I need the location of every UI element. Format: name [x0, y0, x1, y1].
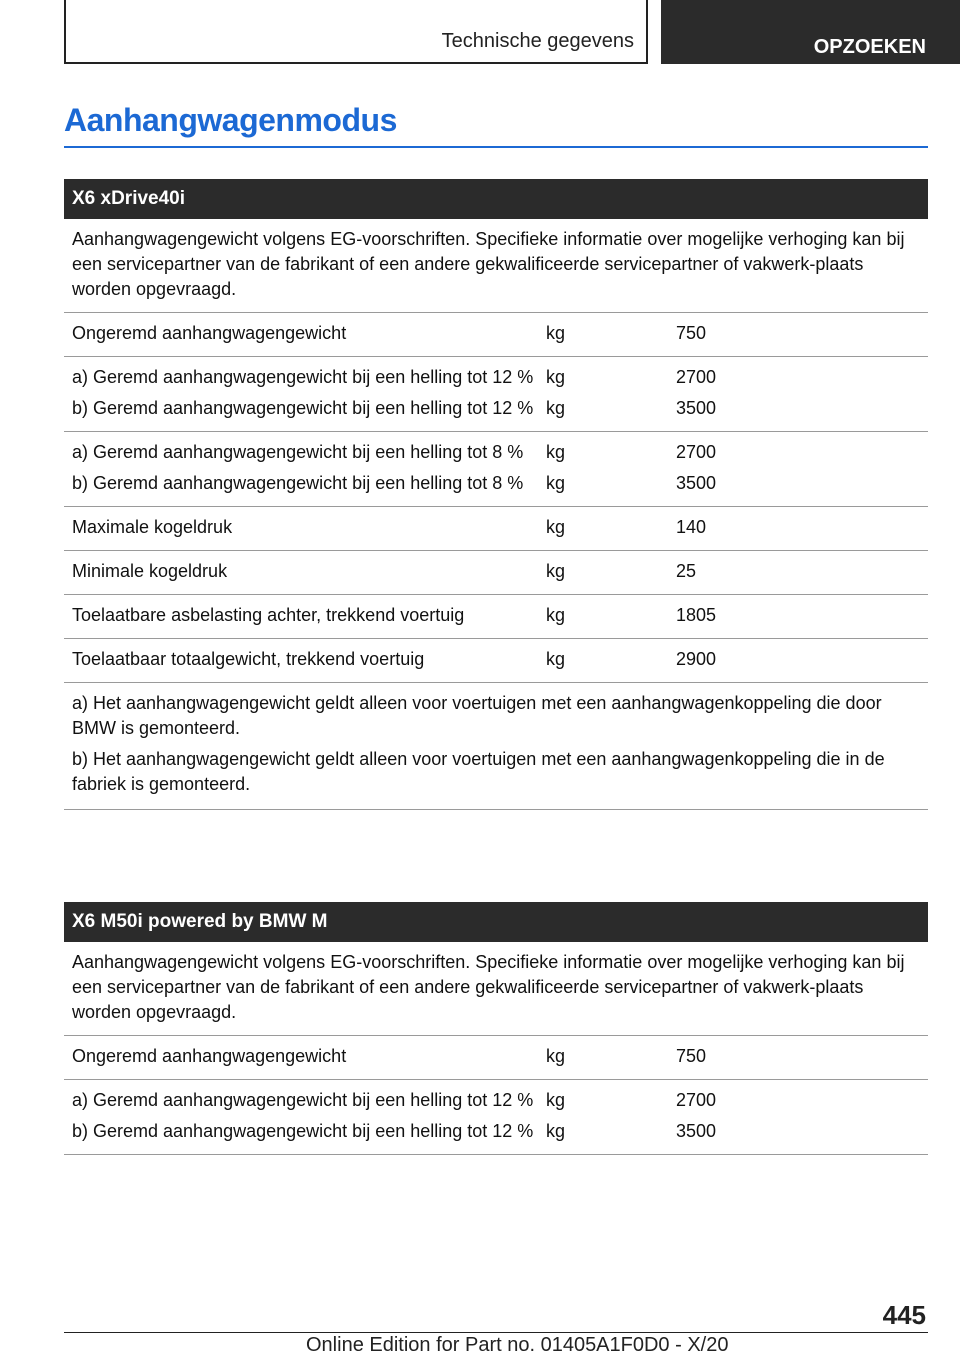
row-value	[668, 1080, 928, 1154]
table-row	[64, 1080, 928, 1155]
row-unit: kg	[546, 649, 566, 669]
section-heading: X6 xDrive40i	[64, 179, 928, 219]
row-value: 140	[676, 517, 707, 537]
row-label-b: b) Geremd aanhangwagengewicht bij een helling tot 12 %	[72, 1121, 534, 1141]
row-label	[64, 1080, 538, 1154]
row-value: 750	[676, 1046, 707, 1066]
row-value-a: 2700	[676, 367, 717, 387]
section-intro: Aanhangwagengewicht volgens EG-voorschriften. Specifieke informatie over mogelijke verhoging kan bij een servicepartner van de fabrikant of een andere gekwalificeerde servicepartner of vakwerk-plaats worden opgevraagd.	[64, 219, 928, 313]
table-row	[64, 595, 928, 639]
row-unit-b: kg	[546, 1121, 566, 1141]
row-label: Ongeremd aanhangwagengewicht	[72, 1046, 347, 1066]
row-label	[64, 357, 538, 431]
row-unit	[538, 1080, 668, 1154]
row-unit: kg	[546, 561, 566, 581]
row-value: 750	[676, 323, 707, 343]
row-value: 2900	[676, 649, 717, 669]
footnote-b: b) Het aanhangwagengewicht geldt alleen voor voertuigen met een aanhangwagenkoppeling die in de fabriek is gemonteerd.	[72, 749, 885, 794]
row-unit-a: kg	[546, 1090, 566, 1110]
row-unit: kg	[546, 323, 566, 343]
edition-footer: Online Edition for Part no. 01405A1F0D0 - X/20	[306, 1334, 729, 1356]
row-unit	[538, 357, 668, 431]
table-row	[64, 357, 928, 432]
table-row	[64, 313, 928, 357]
row-value: 25	[676, 561, 697, 581]
row-label: Toelaatbare asbelasting achter, trekkend voertuig	[72, 605, 465, 625]
section-heading: X6 M50i powered by BMW M	[64, 902, 928, 942]
table-row	[64, 551, 928, 595]
row-value-a: 2700	[676, 442, 717, 462]
row-label: Toelaatbaar totaalgewicht, trekkend voertuig	[72, 649, 425, 669]
table-row	[64, 639, 928, 683]
chapter-tab	[64, 0, 648, 64]
page-number: 445	[882, 1300, 926, 1330]
row-unit: kg	[546, 517, 566, 537]
row-unit-b: kg	[546, 398, 566, 418]
row-label	[64, 432, 538, 506]
row-label-b: b) Geremd aanhangwagengewicht bij een helling tot 8 %	[72, 473, 524, 493]
section-x6-m50i	[64, 902, 928, 1155]
footnotes	[64, 683, 928, 810]
row-label: Ongeremd aanhangwagengewicht	[72, 323, 347, 343]
title-divider	[64, 146, 928, 148]
row-unit: kg	[546, 1046, 566, 1066]
row-value	[668, 432, 928, 506]
footer-divider	[64, 1332, 928, 1333]
chapter-title: Technische gegevens	[441, 30, 634, 52]
row-unit-a: kg	[546, 442, 566, 462]
row-value-b: 3500	[676, 398, 717, 418]
row-unit-a: kg	[546, 367, 566, 387]
row-label: Maximale kogeldruk	[72, 517, 233, 537]
row-label-a: a) Geremd aanhangwagengewicht bij een helling tot 12 %	[72, 367, 534, 387]
row-value-b: 3500	[676, 1121, 717, 1141]
row-unit	[538, 432, 668, 506]
row-label-a: a) Geremd aanhangwagengewicht bij een helling tot 12 %	[72, 1090, 534, 1110]
table-row	[64, 1036, 928, 1080]
row-unit: kg	[546, 605, 566, 625]
row-unit-b: kg	[546, 473, 566, 493]
section-x6-xdrive40i	[64, 179, 928, 810]
section-intro: Aanhangwagengewicht volgens EG-voorschriften. Specifieke informatie over mogelijke verhoging kan bij een servicepartner van de fabrikant of een andere gekwalificeerde servicepartner of vakwerk-plaats worden opgevraagd.	[64, 942, 928, 1036]
row-value	[668, 357, 928, 431]
row-label-b: b) Geremd aanhangwagengewicht bij een helling tot 12 %	[72, 398, 534, 418]
row-label-a: a) Geremd aanhangwagengewicht bij een helling tot 8 %	[72, 442, 524, 462]
table-row	[64, 507, 928, 551]
row-label: Minimale kogeldruk	[72, 561, 228, 581]
row-value: 1805	[676, 605, 717, 625]
footnote-a: a) Het aanhangwagengewicht geldt alleen voor voertuigen met een aanhangwagenkoppeling die door BMW is gemonteerd.	[72, 693, 882, 738]
lookup-button[interactable]: OPZOEKEN	[661, 0, 960, 64]
row-value-b: 3500	[676, 473, 717, 493]
row-value-a: 2700	[676, 1090, 717, 1110]
table-row	[64, 432, 928, 507]
page-title: Aanhangwagenmodus	[64, 102, 397, 138]
